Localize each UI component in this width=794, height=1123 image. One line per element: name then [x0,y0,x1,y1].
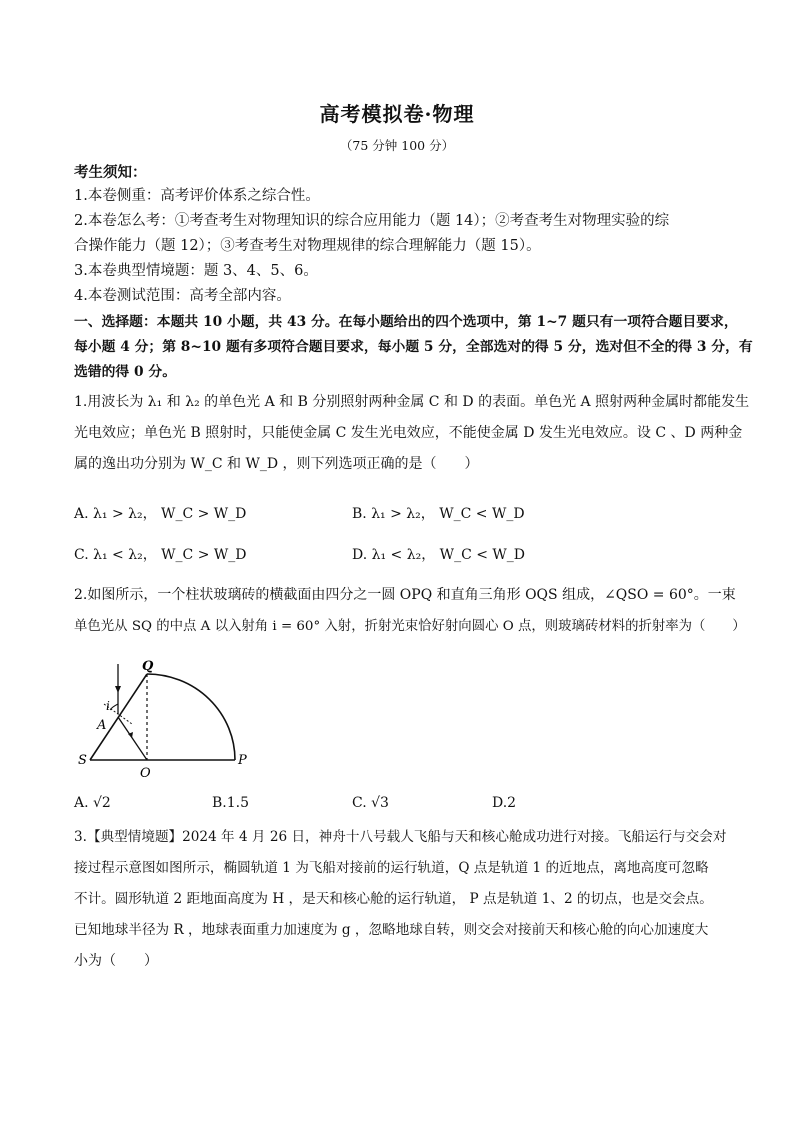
question-line: 3.【典型情境题】2024 年 4 月 26 日，神舟十八号载人飞船与天和核心舱成功进行对接。飞船运行与交会对 [74,829,727,845]
section-instructions [74,310,753,385]
quarter-arc [147,674,235,760]
notice-item: 合操作能力（题 12）；③考查考生对物理规律的综合理解能力（题 15）。 [74,238,541,254]
option-b: B. λ₁ > λ₂， W_C < W_D [352,506,525,522]
incident-arrow [115,686,121,693]
notice-heading: 考生须知： [74,164,147,181]
question-2 [74,580,746,642]
label-a: A [97,718,107,733]
notice-list [74,184,724,309]
section-line: 选错的得 0 分。 [74,364,176,380]
question-line: 不计。圆形轨道 2 距地面高度为 H ，是天和核心舱的运行轨道， P 点是轨道 1、2 的切点，也是交会点。 [74,891,713,907]
option-a: A. √2 [74,795,111,811]
option-d: D.2 [492,795,517,811]
question-line: 单色光从 SQ 的中点 A 以入射角 i = 60° 入射，折射光束恰好射向圆心 O 点，则玻璃砖材料的折射率为（ ） [74,619,746,634]
notice-item: 3.本卷典型情境题：题 3、4、5、6。 [74,263,318,279]
page-subtitle: （75 分钟 100 分） [339,138,455,153]
question-1 [74,387,750,480]
option-c: C. √3 [352,795,389,811]
question-3 [74,822,727,977]
question-line: 接过程示意图如图所示，椭圆轨道 1 为飞船对接前的运行轨道，Q 点是轨道 1 的近地点，离地高度可忽略 [74,860,709,876]
label-s: S [78,753,87,768]
notice-item: 4.本卷测试范围：高考全部内容。 [74,288,291,304]
label-p: P [238,753,247,768]
question-line: 属的逸出功分别为 W_C 和 W_D ，则下列选项正确的是（ ） [74,456,479,472]
option-d: D. λ₁ < λ₂， W_C < W_D [352,547,526,563]
refracted-ray [118,717,147,760]
question-line: 1.用波长为 λ₁ 和 λ₂ 的单色光 A 和 B 分别照射两种金属 C 和 D 的表面。单色光 A 照射两种金属时都能发生 [74,394,750,410]
notice-item: 1.本卷侧重：高考评价体系之综合性。 [74,188,320,204]
label-q: Q [142,659,154,674]
label-o: O [140,766,151,781]
label-i: i [106,699,110,713]
angle-arc [110,704,118,710]
question-line: 光电效应；单色光 B 照射时，只能使金属 C 发生光电效应，不能使金属 D 发生光电效应。设 C 、D 两种金 [74,425,743,441]
question-line: 2.如图所示，一个柱状玻璃砖的横截面由四分之一圆 OPQ 和直角三角形 OQS 组成，∠QSO = 60°。一束 [74,587,736,603]
option-a: A. λ₁ > λ₂， W_C > W_D [74,506,247,522]
option-b: B.1.5 [212,795,250,811]
glass-brick-diagram [72,652,262,782]
page-title: 高考模拟卷·物理 [319,102,475,126]
option-c: C. λ₁ < λ₂， W_C > W_D [74,547,247,563]
question-line: 已知地球半径为 R ，地球表面重力加速度为 g ，忽略地球自转，则交会对接前天和核心舱的向心加速度大 [74,922,709,938]
section-line: 一、选择题：本题共 10 小题，共 43 分。在每小题给出的四个选项中，第 1~7 题只有一项符合题目要求， [74,314,738,330]
notice-item: 2.本卷怎么考：①考查考生对物理知识的综合应用能力（题 14）；②考查考生对物理实验的综 [74,213,670,229]
section-line: 每小题 4 分；第 8~10 题有多项符合题目要求，每小题 5 分，全部选对的得 5 分，选对但不全的得 3 分，有 [74,339,753,355]
question-line: 小为（ ） [74,953,158,969]
